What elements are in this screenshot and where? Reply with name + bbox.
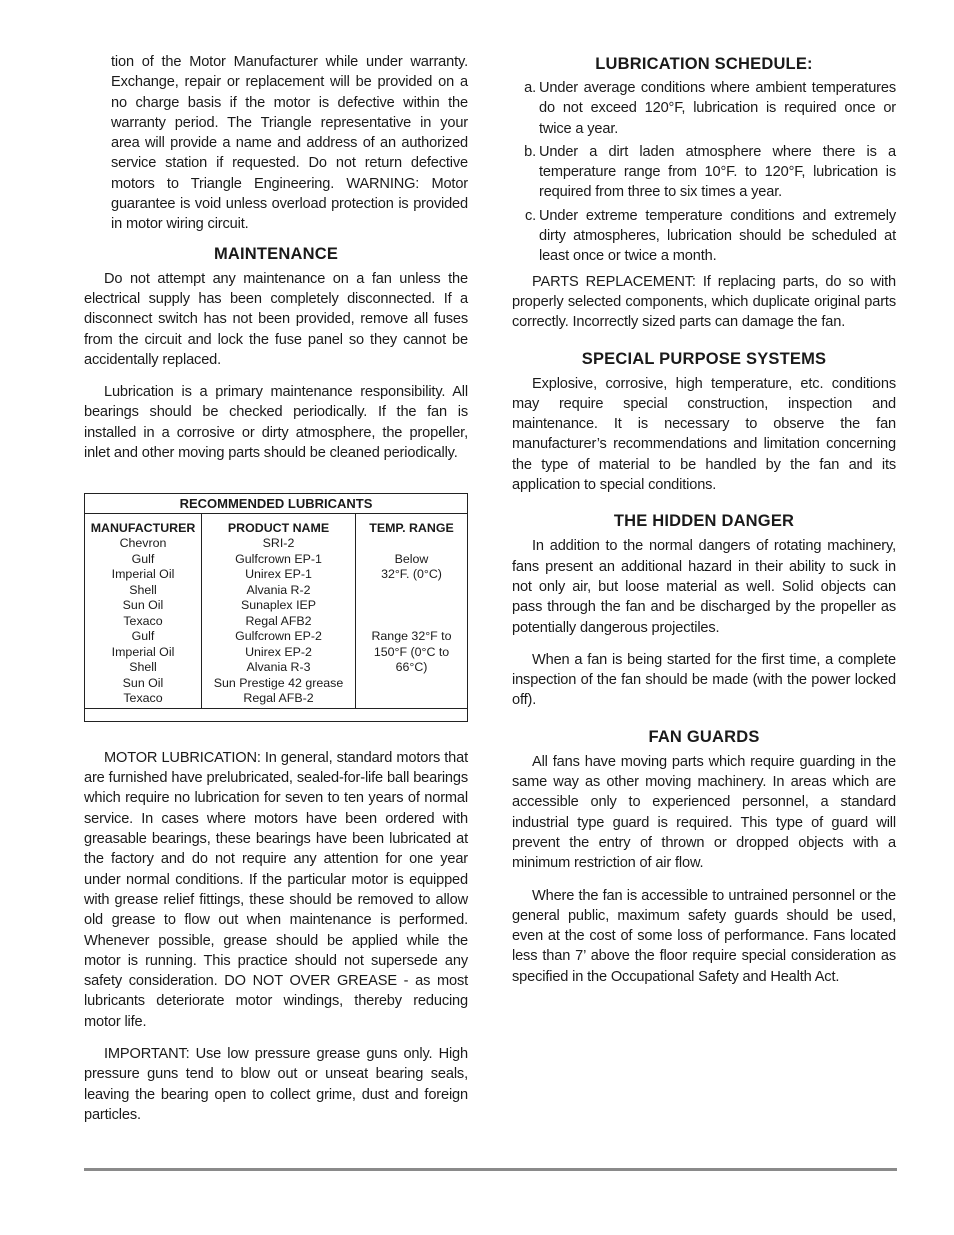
product-column <box>202 514 356 708</box>
important-paragraph: IMPORTANT: Use low pressure grease guns only. High pressure guns tend to blow out or unseat bearing seals, leaving the bearing open to collect grime, dust and foreign particles. <box>84 1046 468 1123</box>
manufacturer-column <box>85 514 202 708</box>
table-cell: Texaco <box>123 613 163 628</box>
column-header-manufacturer: MANUFACTURER <box>90 520 196 535</box>
hidden-danger-paragraph-2: When a fan is being started for the first time, a complete inspection of the fan should be made (with the power locked off). <box>512 651 896 709</box>
table-cell: Alvania R-2 <box>246 582 311 597</box>
column-header-temp-range: TEMP. RANGE <box>369 520 454 535</box>
lubrication-schedule-heading: LUBRICATION SCHEDULE: <box>595 55 813 73</box>
list-item <box>512 206 896 267</box>
special-purpose-heading: SPECIAL PURPOSE SYSTEMS <box>581 349 827 368</box>
lubrication-schedule-list <box>512 78 896 267</box>
fan-guards-paragraph-1: All fans have moving parts which require guarding in the same way as other moving machinery. In areas which are accessible only to experienced personnel, a standard industrial type guard is required. This type of guard will prevent the entry of thrown or dropped objects with a minimum restriction of air flow. <box>512 753 896 872</box>
special-purpose-paragraph: Explosive, corrosive, high temperature, etc. conditions may require special construction, inspection and maintenance. It is necessary to observe the fan manufacturer’s recommendations and limitation concerning the type of material to be handled by the fan and its application to special conditions. <box>512 375 896 494</box>
table-cell <box>356 583 467 599</box>
right-column <box>512 55 896 987</box>
maintenance-paragraph-2: Lubrication is a primary maintenance responsibility. All bearings should be checked periodically. If the fan is installed in a corrosive or dirty atmosphere, the propeller, inlet and other moving parts should be cleaned periodically. <box>84 384 468 462</box>
parts-replacement-paragraph: PARTS REPLACEMENT: If replacing parts, do so with properly selected components, which duplicate original parts correctly. Incorrectly sized parts can damage the fan. <box>512 273 896 331</box>
table-cell: Sun Prestige 42 grease <box>213 675 344 690</box>
table-cell: 66°C) <box>395 660 428 675</box>
table-cell: 32°F. (0°C) <box>381 567 442 582</box>
table-cell: Unirex EP-1 <box>245 567 312 582</box>
list-marker: c. <box>524 207 536 224</box>
list-item-text: Under average conditions where ambient temperatures do not exceed 120°F, lubrication is required once or twice a year. <box>539 80 896 137</box>
table-footer-row <box>85 709 467 721</box>
table-cell: Regal AFB-2 <box>243 691 314 706</box>
list-item-text: Under a dirt laden atmosphere where there is a temperature range from 10°F. to 120°F, lubrication is required from three to six times a year. <box>539 143 896 201</box>
list-marker: a. <box>524 80 536 96</box>
table-cell: Sun Oil <box>122 675 164 690</box>
temp-range-column <box>356 514 467 708</box>
table-cell: Alvania R-3 <box>246 660 311 675</box>
maintenance-heading: MAINTENANCE <box>213 244 339 263</box>
list-marker: b. <box>524 143 536 160</box>
table-cell: Unirex EP-2 <box>245 644 312 659</box>
hidden-danger-heading: THE HIDDEN DANGER <box>613 512 795 531</box>
list-item <box>512 142 896 203</box>
table-cell: Gulf <box>131 629 155 644</box>
column-header-product: PRODUCT NAME <box>227 520 330 535</box>
table-cell <box>356 614 467 630</box>
hidden-danger-paragraph-1: In addition to the normal dangers of rotating machinery, fans present an additional hazard in their ability to suck in not only air, but loose material as well. Solid objects can pass through the fan and be discharged by the propeller as potentially dangerous projectiles. <box>512 538 896 636</box>
list-item <box>512 78 896 139</box>
table-cell: Gulfcrown EP-1 <box>235 551 322 566</box>
motor-lubrication-paragraph: MOTOR LUBRICATION: In general, standard motors that are furnished have prelubricated, sealed-for-life ball bearings which require no lubrication for seven to ten years of normal service. In cases where motors have been ordered with greasable bearings, these bearings have been lubricated at the factory and do not require any attention for one year under normal conditions. If the particular motor is equipped with grease relief fittings, these should be removed to allow old grease to flow out when maintenance is performed. Whenever possible, grease should be applied while the motor is running. This practice should not supersede any safety consideration. DO NOT OVER GREASE - as most lubricants deteriorate motor windings, thereby reducing motor life. <box>84 749 468 1030</box>
table-cell: Regal AFB2 <box>245 613 312 628</box>
table-cell: Below <box>394 551 429 566</box>
table-body <box>85 514 467 709</box>
list-item-text: Under extreme temperature conditions and extremely dirty atmospheres, lubrication should be scheduled at least once or twice a month. <box>539 207 896 265</box>
table-cell: Gulf <box>131 551 155 566</box>
left-column <box>84 52 468 1125</box>
table-cell: Shell <box>129 660 157 675</box>
table-cell: 150°F (0°C to <box>373 644 450 659</box>
table-cell: Sunaplex IEP <box>240 598 317 613</box>
table-cell: Range 32°F to <box>371 629 452 644</box>
table-cell: Sun Oil <box>122 598 164 613</box>
table-cell <box>356 598 467 614</box>
fan-guards-paragraph-2: Where the fan is accessible to untrained personnel or the general public, maximum safety guards should be used, even at the cost of some loss of performance. Fans located less than 7’ above the floor require special consideration as specified in the Occupational Safety and Health Act. <box>512 887 896 985</box>
maintenance-paragraph-1: Do not attempt any maintenance on a fan unless the electrical supply has been completely disconnected. If a disconnect switch has not been provided, remove all fuses from the circuit and lock the fuse panel so they cannot be accidentally replaced. <box>84 270 468 368</box>
table-cell <box>356 691 467 707</box>
warranty-continuation: tion of the Motor Manufacturer while under warranty. Exchange, repair or replacement will be provided on a no charge basis if the motor is defective within the warranty period. The Triangle representative in your area will provide a name and address of an authorized service station if requested. Do not return defective motors to Triangle Engineering. WARNING: Motor guarantee is void unless overload protection is provided in motor wiring circuit. <box>111 54 468 233</box>
table-cell: Texaco <box>123 691 163 706</box>
table-cell: Imperial Oil <box>111 644 175 659</box>
recommended-lubricants-table <box>84 493 468 722</box>
table-cell: Chevron <box>119 536 167 551</box>
table-cell: Shell <box>129 582 157 597</box>
table-cell: Imperial Oil <box>111 567 175 582</box>
table-cell <box>356 676 467 692</box>
table-cell: SRI-2 <box>262 536 295 551</box>
fan-guards-heading: FAN GUARDS <box>648 727 760 746</box>
table-title: RECOMMENDED LUBRICANTS <box>85 494 467 514</box>
footer-rule <box>84 1168 897 1171</box>
table-cell <box>356 536 467 552</box>
table-cell: Gulfcrown EP-2 <box>235 629 322 644</box>
